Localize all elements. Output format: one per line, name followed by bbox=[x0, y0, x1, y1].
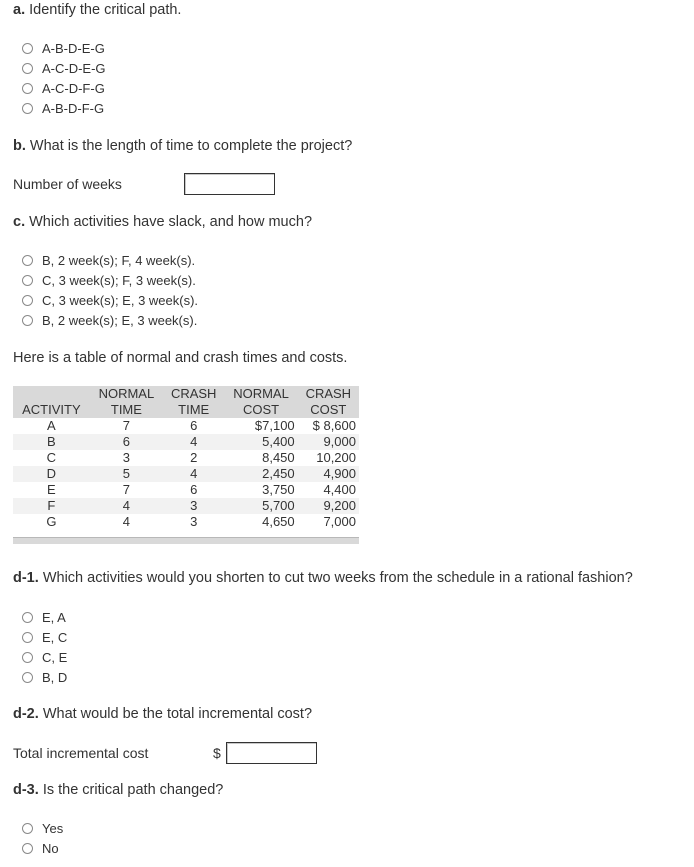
table-cell: 6 bbox=[190, 482, 198, 497]
question-c-prefix: c. bbox=[13, 214, 26, 230]
table-cell: 3 bbox=[163, 498, 224, 514]
question-a-options bbox=[22, 38, 106, 118]
radio-option[interactable] bbox=[22, 98, 106, 118]
radio-option[interactable] bbox=[22, 58, 106, 78]
crash-cost-table bbox=[13, 386, 359, 530]
table-cell: C bbox=[46, 450, 57, 465]
table-row bbox=[13, 466, 359, 482]
radio-option-label: B, 2 week(s); E, 3 week(s). bbox=[42, 312, 198, 328]
radio-circle-icon[interactable] bbox=[22, 275, 33, 286]
table-cell: 3 bbox=[190, 514, 198, 529]
radio-option-label: C, E bbox=[42, 649, 68, 665]
radio-option[interactable] bbox=[22, 627, 67, 647]
question-b-text: What is the length of time to complete the project? bbox=[29, 138, 353, 154]
table-cell: 8,450 bbox=[262, 450, 295, 465]
table-cell: 7 bbox=[122, 418, 131, 433]
question-c bbox=[13, 214, 312, 230]
table-cell: 4,400 bbox=[323, 482, 356, 497]
incremental-cost-label: Total incremental cost bbox=[13, 745, 149, 761]
radio-option[interactable] bbox=[22, 647, 67, 667]
radio-circle-icon[interactable] bbox=[22, 63, 33, 74]
table-cell: 3 bbox=[122, 450, 131, 465]
question-b-prefix: b. bbox=[13, 138, 26, 154]
question-d1 bbox=[13, 570, 633, 586]
table-cell: 9,000 bbox=[298, 434, 359, 450]
question-a-prefix: a. bbox=[13, 2, 26, 18]
table-cell: 2 bbox=[190, 450, 198, 465]
question-d3-options bbox=[22, 818, 63, 858]
radio-option[interactable] bbox=[22, 818, 63, 838]
table-cell: 2,450 bbox=[224, 466, 297, 482]
table-header-cell bbox=[13, 386, 90, 402]
table-cell: 7 bbox=[122, 482, 131, 497]
radio-option-label: A-B-D-F-G bbox=[42, 100, 105, 116]
table-header-cell: NORMAL bbox=[224, 386, 297, 402]
radio-option-label: No bbox=[42, 840, 59, 856]
table-row bbox=[13, 434, 359, 450]
radio-option[interactable] bbox=[22, 667, 67, 687]
question-d3 bbox=[13, 782, 223, 798]
table-cell: 6 bbox=[190, 418, 198, 433]
table-cell: 4 bbox=[163, 466, 224, 482]
table-cell: 5,400 bbox=[224, 434, 297, 450]
radio-option[interactable] bbox=[22, 310, 198, 330]
question-d2 bbox=[13, 706, 312, 722]
question-d3-prefix: d-3. bbox=[13, 782, 39, 798]
radio-option-label: C, 3 week(s); F, 3 week(s). bbox=[42, 272, 196, 288]
question-d1-options bbox=[22, 607, 67, 687]
table-cell: 5,700 bbox=[224, 498, 297, 514]
table-header-cell: COST bbox=[298, 402, 359, 418]
radio-circle-icon[interactable] bbox=[22, 843, 33, 854]
radio-circle-icon[interactable] bbox=[22, 295, 33, 306]
question-c-text: Which activities have slack, and how much? bbox=[29, 214, 313, 230]
radio-option[interactable] bbox=[22, 290, 198, 310]
radio-option-label: E, A bbox=[42, 609, 66, 625]
table-intro: Here is a table of normal and crash times and costs. bbox=[13, 350, 348, 366]
radio-option[interactable] bbox=[22, 607, 67, 627]
table-cell: 9,200 bbox=[298, 498, 359, 514]
table-header-cell: ACTIVITY bbox=[13, 402, 90, 418]
table-header-cell: CRASH bbox=[298, 386, 359, 402]
question-d1-text: Which activities would you shorten to cut two weeks from the schedule in a rational fashion? bbox=[42, 570, 633, 586]
radio-option-label: E, C bbox=[42, 629, 68, 645]
table-cell: 4,650 bbox=[262, 514, 295, 529]
table-header-cell: COST bbox=[224, 402, 297, 418]
table-row bbox=[13, 482, 359, 498]
question-a-text: Identify the critical path. bbox=[29, 2, 182, 18]
table-cell: $7,100 bbox=[254, 418, 295, 433]
table-cell: A bbox=[47, 418, 56, 433]
table-header-cell: CRASH bbox=[163, 386, 224, 402]
question-d3-text: Is the critical path changed? bbox=[42, 782, 224, 798]
radio-circle-icon[interactable] bbox=[22, 823, 33, 834]
radio-circle-icon[interactable] bbox=[22, 672, 33, 683]
radio-option-label: B, 2 week(s); F, 4 week(s). bbox=[42, 252, 196, 268]
question-c-options bbox=[22, 250, 198, 330]
radio-circle-icon[interactable] bbox=[22, 255, 33, 266]
question-b bbox=[13, 138, 352, 154]
question-d1-prefix: d-1. bbox=[13, 570, 39, 586]
question-d2-text: What would be the total incremental cost? bbox=[42, 706, 313, 722]
table-header-cell: TIME bbox=[90, 402, 163, 418]
table-cell: G bbox=[46, 514, 57, 529]
table-header-row bbox=[13, 402, 359, 418]
radio-option-label: B, D bbox=[42, 669, 68, 685]
table-cell: $ 8,600 bbox=[312, 418, 356, 433]
radio-option-label: A-C-D-E-G bbox=[42, 60, 106, 76]
table-cell: 7,000 bbox=[323, 514, 356, 529]
table-cell: E bbox=[47, 482, 56, 497]
radio-circle-icon[interactable] bbox=[22, 632, 33, 643]
radio-circle-icon[interactable] bbox=[22, 315, 33, 326]
weeks-input[interactable] bbox=[184, 173, 275, 195]
radio-option[interactable] bbox=[22, 838, 63, 858]
table-cell: 4,900 bbox=[298, 466, 359, 482]
radio-option[interactable] bbox=[22, 270, 198, 290]
table-cell: 10,200 bbox=[316, 450, 356, 465]
table-header-row bbox=[13, 386, 359, 402]
table-row bbox=[13, 418, 359, 434]
table-cell: 4 bbox=[90, 498, 163, 514]
question-d2-prefix: d-2. bbox=[13, 706, 39, 722]
table-footer-bar bbox=[13, 537, 359, 544]
question-a bbox=[13, 2, 181, 18]
table-cell: 6 bbox=[90, 434, 163, 450]
table-cell: 3,750 bbox=[262, 482, 295, 497]
table-row bbox=[13, 498, 359, 514]
table-row bbox=[13, 514, 359, 530]
table-cell: D bbox=[13, 466, 90, 482]
radio-option-label: C, 3 week(s); E, 3 week(s). bbox=[42, 292, 199, 308]
radio-option[interactable] bbox=[22, 250, 198, 270]
incremental-cost-input[interactable] bbox=[226, 742, 317, 764]
table-cell: 5 bbox=[90, 466, 163, 482]
table-row bbox=[13, 450, 359, 466]
table-cell: F bbox=[13, 498, 90, 514]
table-header-cell: TIME bbox=[163, 402, 224, 418]
table-cell: 4 bbox=[163, 434, 224, 450]
radio-circle-icon[interactable] bbox=[22, 612, 33, 623]
radio-option-label: Yes bbox=[42, 820, 64, 836]
radio-option-label: A-C-D-F-G bbox=[42, 80, 105, 96]
radio-circle-icon[interactable] bbox=[22, 43, 33, 54]
currency-symbol: $ bbox=[213, 745, 221, 761]
radio-option[interactable] bbox=[22, 38, 106, 58]
weeks-label: Number of weeks bbox=[13, 176, 122, 192]
table-cell: 4 bbox=[122, 514, 131, 529]
radio-option[interactable] bbox=[22, 78, 106, 98]
radio-circle-icon[interactable] bbox=[22, 103, 33, 114]
radio-option-label: A-B-D-E-G bbox=[42, 40, 105, 56]
radio-circle-icon[interactable] bbox=[22, 83, 33, 94]
table-header-cell: NORMAL bbox=[90, 386, 163, 402]
radio-circle-icon[interactable] bbox=[22, 652, 33, 663]
table-cell: B bbox=[13, 434, 90, 450]
